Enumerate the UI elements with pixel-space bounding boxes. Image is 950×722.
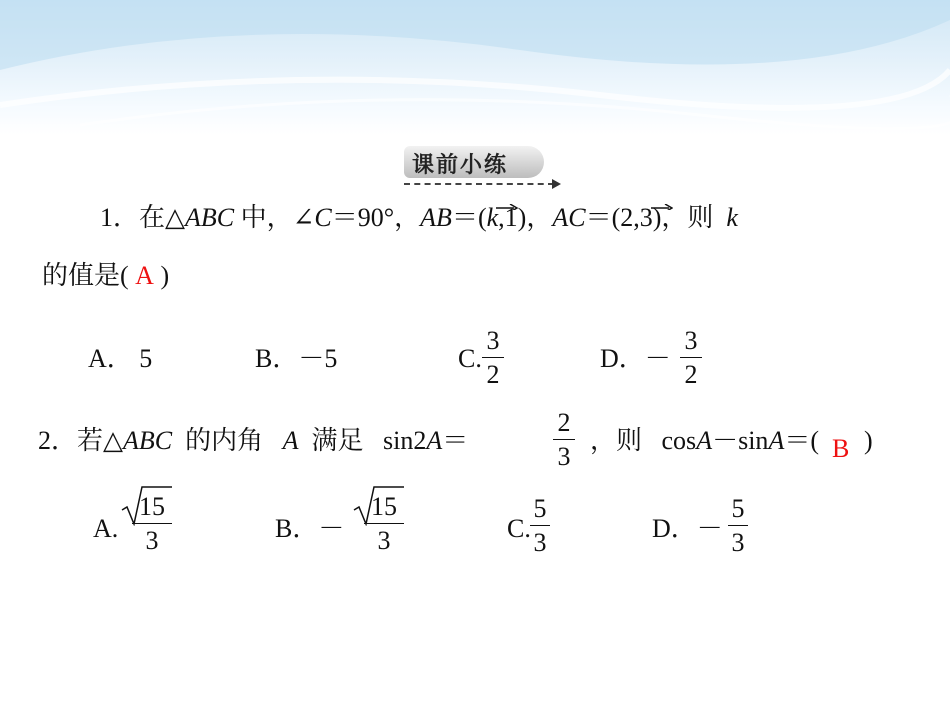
fraction-numerator: 3 xyxy=(482,328,504,358)
banner-decoration xyxy=(0,0,950,135)
vector-arrow-icon xyxy=(496,204,518,210)
q2-minus: － xyxy=(712,426,739,455)
q1-text: 在△ xyxy=(139,203,186,232)
q2-sin: sin xyxy=(738,426,769,455)
q1-var-k: k xyxy=(726,203,738,232)
fraction-denominator: 3 xyxy=(377,526,391,555)
q2-text: ，则 xyxy=(590,426,643,455)
q2-option-d-label: D．－ xyxy=(652,514,723,543)
vector-arrow-icon xyxy=(651,204,673,210)
fraction-numerator: 3 xyxy=(680,328,702,358)
q2-equals: ＝ xyxy=(442,426,469,455)
q1-option-d-label: D．－ xyxy=(600,344,671,373)
q1-vector-ab: AB xyxy=(420,203,452,232)
q2-var-a: A xyxy=(768,426,785,455)
q1-var-k: k xyxy=(486,203,499,232)
badge-underline xyxy=(404,183,554,185)
fraction-numerator: 5 xyxy=(530,496,550,526)
q1-angle-var: C xyxy=(314,203,332,232)
fraction-denominator: 2 xyxy=(486,360,500,389)
q1-number: 1． xyxy=(100,203,140,232)
q2-var-a: A xyxy=(696,426,713,455)
q2-option-b-label: B．－ xyxy=(275,514,345,543)
q2-var-a: A xyxy=(426,426,443,455)
q2-close-paren: ) xyxy=(864,426,873,455)
q1-line2-text: 的值是( xyxy=(42,261,129,290)
fraction-numerator: 15 xyxy=(364,494,404,524)
fraction-numerator: 2 xyxy=(553,410,575,440)
q2-cos: cos xyxy=(661,426,697,455)
q1-line1 xyxy=(100,205,738,231)
q1-answer: A xyxy=(135,261,154,290)
q1-option-c-fraction xyxy=(482,328,504,388)
q2-tail: ＝( xyxy=(784,426,819,455)
q2-option-a-label: A. xyxy=(93,514,119,543)
q2-option-b-fraction xyxy=(364,494,404,554)
fraction-denominator: 2 xyxy=(684,360,698,389)
fraction-denominator: 3 xyxy=(731,528,745,557)
q1-option-a: A． 5 xyxy=(88,344,153,373)
fraction-denominator: 3 xyxy=(557,442,571,471)
q2-text: 的内角 xyxy=(185,426,264,455)
q1-triangle-name: ABC xyxy=(185,203,235,232)
q2-text: 若△ xyxy=(77,426,124,455)
q2-text: 满足 xyxy=(311,426,364,455)
badge-label: 课前小练 xyxy=(412,153,509,178)
section-badge xyxy=(404,146,550,178)
q2-option-c-label: C. xyxy=(507,514,531,543)
q2-line1-right xyxy=(590,428,819,454)
q2-option-a-fraction xyxy=(132,494,172,554)
q2-line1-left xyxy=(38,428,468,454)
q1-text: ,1)， xyxy=(498,203,553,232)
arrow-icon xyxy=(552,179,561,189)
q2-sin2: sin2 xyxy=(383,426,427,455)
q1-text: 中，∠ xyxy=(234,203,315,232)
fraction-numerator: 15 xyxy=(132,494,172,524)
header-banner xyxy=(0,0,950,135)
q1-text: ＝(2,3)，则 xyxy=(585,203,714,232)
q2-option-d-fraction xyxy=(728,496,748,556)
fraction-numerator: 5 xyxy=(728,496,748,526)
q1-text: ＝90°， xyxy=(331,203,421,232)
q2-option-c-fraction xyxy=(530,496,550,556)
q1-line2 xyxy=(42,263,169,289)
q2-triangle-name: ABC xyxy=(123,426,173,455)
q2-var-a: A xyxy=(282,426,299,455)
q1-text: ＝( xyxy=(451,203,487,232)
fraction-denominator: 3 xyxy=(533,528,547,557)
q1-option-c-label: C. xyxy=(458,344,482,373)
q1-close-paren: ) xyxy=(160,261,170,290)
q1-option-d-fraction xyxy=(680,328,702,388)
q2-given-fraction xyxy=(553,410,575,470)
fraction-denominator: 3 xyxy=(145,526,159,555)
q1-vector-ac: AC xyxy=(552,203,586,232)
q2-number: 2． xyxy=(38,426,78,455)
q2-answer: B xyxy=(832,434,850,463)
q1-option-b: B．－5 xyxy=(255,344,338,373)
